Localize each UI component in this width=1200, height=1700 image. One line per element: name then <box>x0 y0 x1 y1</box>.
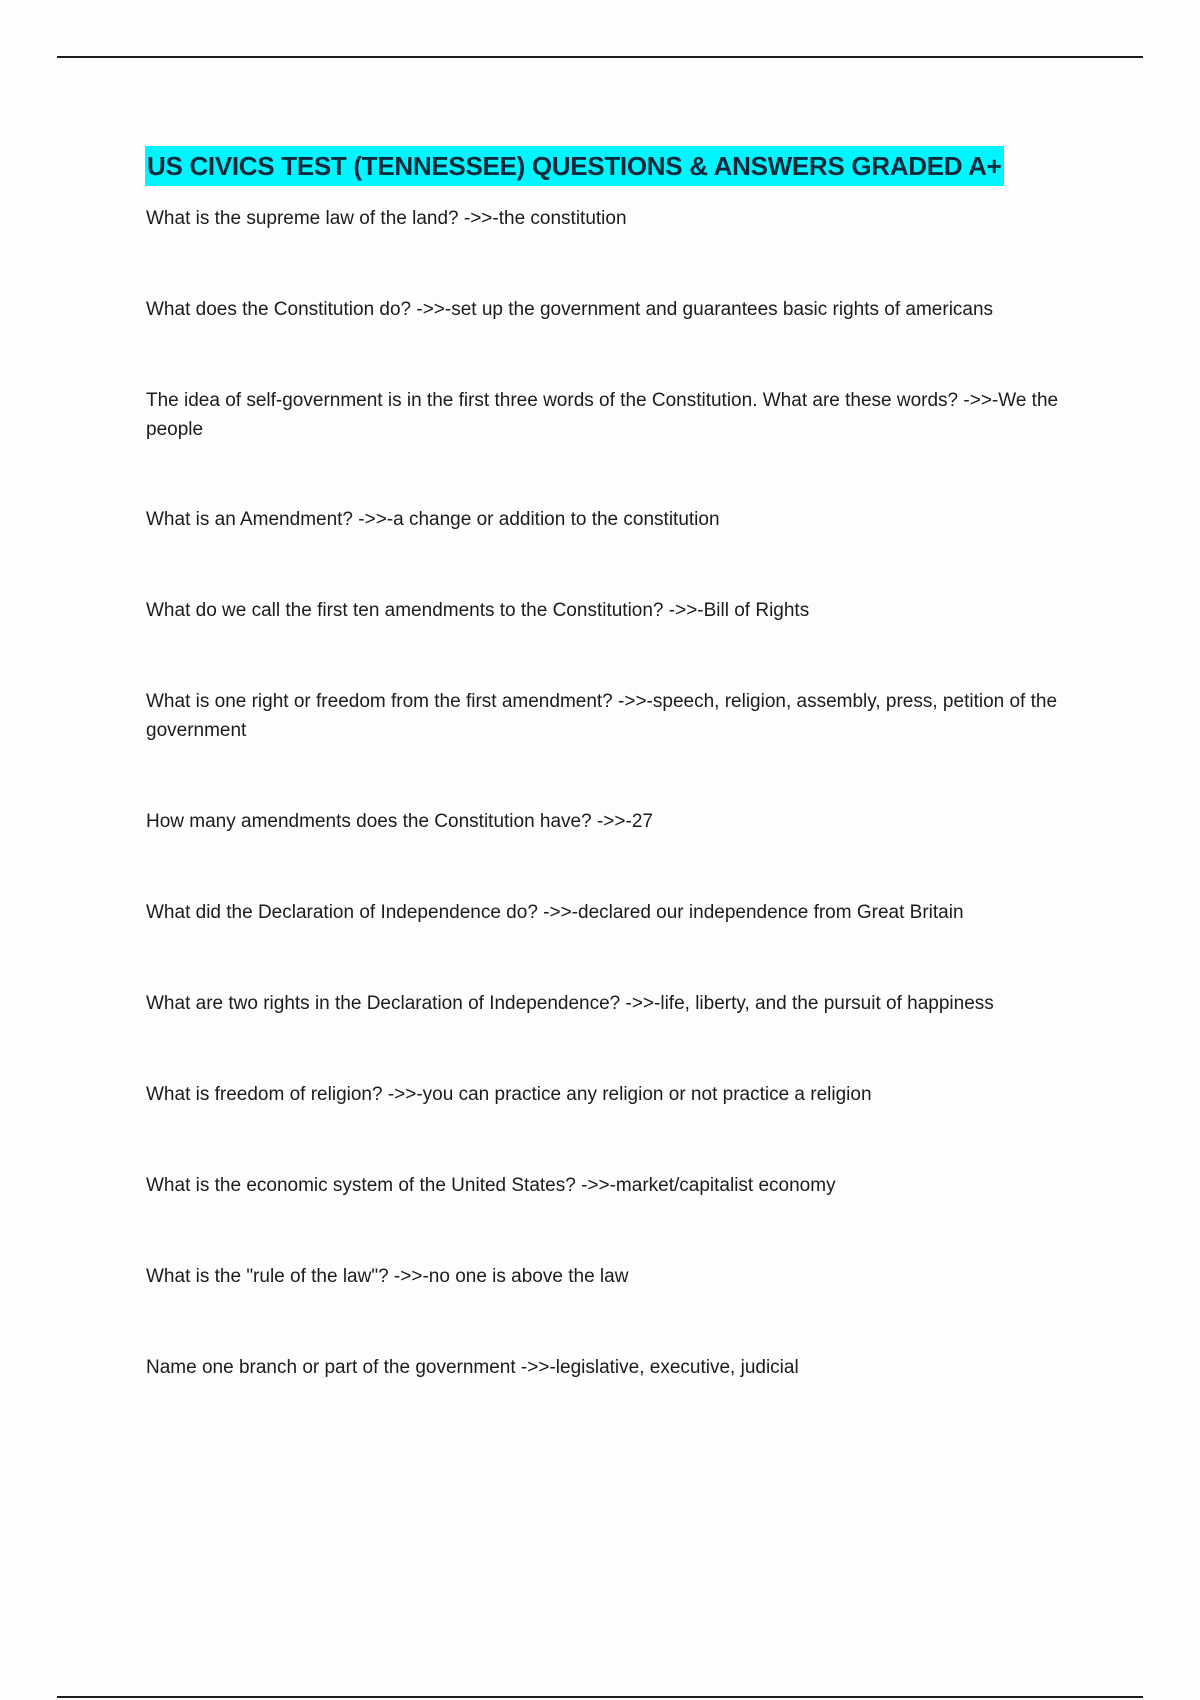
qa-item: What is the "rule of the law"? ->>-no one is above the law <box>146 1266 629 1287</box>
qa-item: Name one branch or part of the government ->>-legislative, executive, judicial <box>146 1357 799 1378</box>
qa-item: What are two rights in the Declaration of Independence? ->>-life, liberty, and the pursuit of happiness <box>146 993 994 1014</box>
qa-item: What is an Amendment? ->>-a change or addition to the constitution <box>146 509 720 530</box>
qa-item: What did the Declaration of Independence do? ->>-declared our independence from Great Britain <box>146 902 964 923</box>
document-title: US CIVICS TEST (TENNESSEE) QUESTIONS & ANSWERS GRADED A+ <box>145 146 1004 186</box>
footer-rule <box>57 1696 1143 1698</box>
qa-item: What is freedom of religion? ->>-you can practice any religion or not practice a religion <box>146 1084 872 1105</box>
qa-item: The idea of self-government is in the first three words of the Constitution. What are these words? ->>-We the people <box>146 390 1059 440</box>
qa-item: What does the Constitution do? ->>-set up the government and guarantees basic rights of americans <box>146 299 994 320</box>
qa-item: What is the economic system of the United States? ->>-market/capitalist economy <box>146 1175 836 1196</box>
qa-item: What is one right or freedom from the first amendment? ->>-speech, religion, assembly, press, petition of the government <box>146 691 1058 741</box>
qa-item: What is the supreme law of the land? ->>-the constitution <box>146 208 627 229</box>
qa-item: What do we call the first ten amendments to the Constitution? ->>-Bill of Rights <box>146 600 810 621</box>
qa-item: How many amendments does the Constitution have? ->>-27 <box>146 811 653 832</box>
header-rule <box>57 56 1143 58</box>
